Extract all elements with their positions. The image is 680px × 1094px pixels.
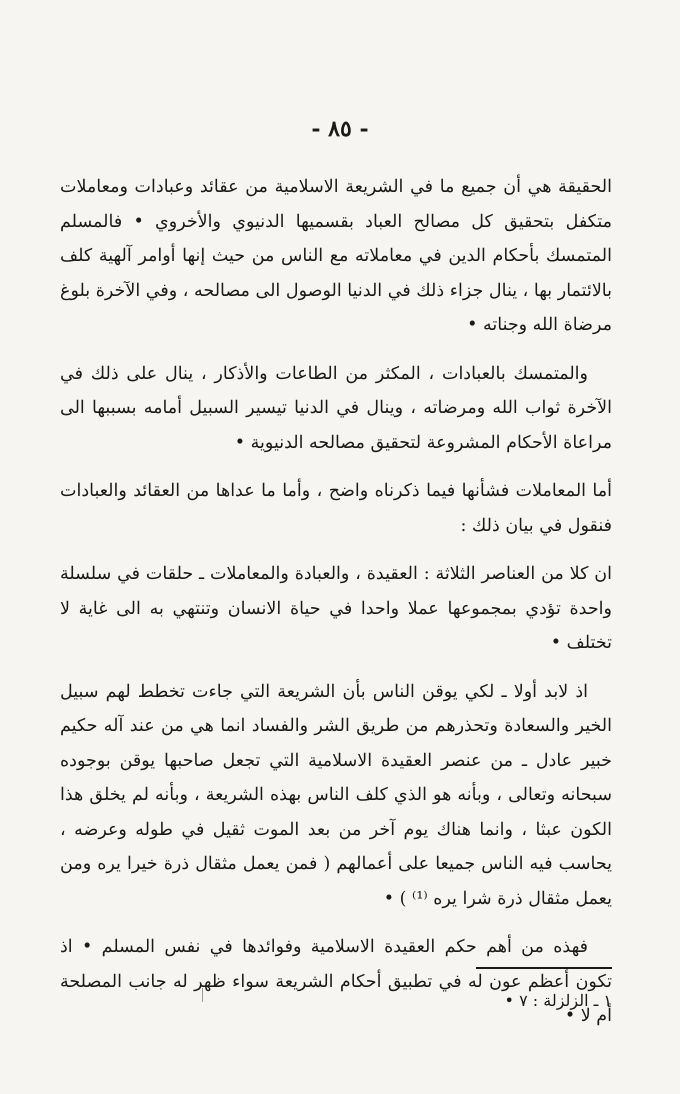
paragraph-2: والمتمسك بالعبادات ، المكثر من الطاعات والأذكار ، ينال على ذلك في الآخرة ثواب الله ومرضاته ، وينال في الدنيا تيسير السبيل أمامه بسببها الى مراعاة الأحكام المشروعة لتحقيق مصالحه الدنيوية • — [60, 363, 612, 453]
footnote: ١ ـ الزلزلة : ٧ • — [504, 991, 612, 1010]
paragraph-4: ان كلا من العناصر الثلاثة : العقيدة ، والعبادة والمعاملات ـ حلقات في سلسلة واحدة تؤدي بمجموعها عملا واحدا في حياة الانسان وتنتهي به الى غاية لا تختلف • — [60, 564, 612, 653]
paragraph-1: الحقيقة هي أن جميع ما في الشريعة الاسلامية من عقائد وعبادات ومعاملات متكفل بتحقيق كل مصالح العباد بقسميها الدنيوي والأخروي • فالمسلم المتمسك بأحكام الدين في معاملاته مع الناس من حيث إنها أوامر آلهية كلف بالائتمار بها ، ينال جزاء ذلك في الدنيا الوصول الى مصالحه ، وفي الآخرة بلوغ مرضاة الله وجناته • — [60, 177, 612, 335]
paragraph-3: أما المعاملات فشأنها فيما ذكرناه واضح ، وأما ما عداها من العقائد والعبادات فنقول في بيان ذلك : — [60, 481, 612, 536]
paragraph-6: فهذه من أهم حكم العقيدة الاسلامية وفوائدها في نفس المسلم • اذ تكون أعظم عون له في تطبيق أحكام الشريعة سواء ظهر له جانب المصلحة أم لا • — [60, 937, 612, 1026]
body-text — [60, 170, 612, 1048]
footnote-divider — [476, 967, 612, 969]
page-number: - ٨٥ - — [311, 116, 369, 142]
margin-mark — [202, 988, 205, 1002]
paragraph-5: اذ لابد أولا ـ لكي يوقن الناس بأن الشريعة التي جاءت تخطط لهم سبيل الخير والسعادة وتحذرهم من طريق الشر والفساد انما هي من عند آله حكيم خبير عادل ـ من عنصر العقيدة الاسلامية التي تجعل صاحبها يوقن بوجوده سبحانه وتعالى ، وبأنه هو الذي كلف الناس بهذه الشريعة ، وبأنه لم يخلق هذا الكون عبثا ، وانما هناك يوم آخر من بعد الموت ثقيل في طوله وعرضه ، يحاسب فيه الناس جميعا على أعمالهم ( فمن يعمل مثقال ذرة خيرا يره ومن يعمل مثقال ذرة شرا يره ⁽¹⁾ ) • — [60, 681, 612, 909]
